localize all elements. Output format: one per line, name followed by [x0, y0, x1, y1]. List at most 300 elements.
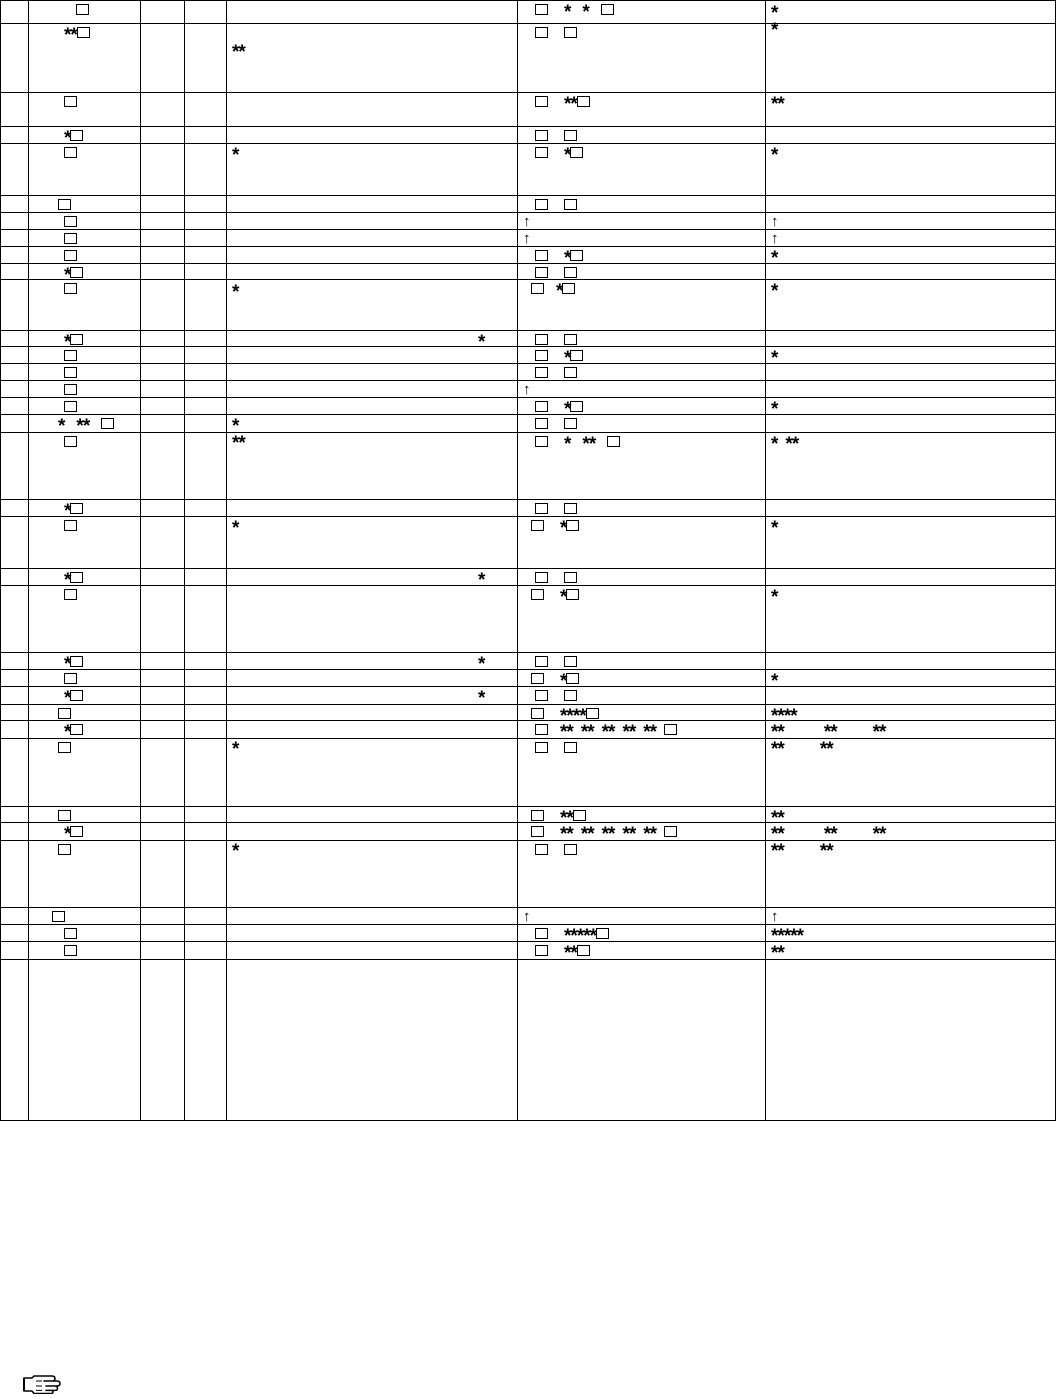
cell-c5 [523, 280, 575, 302]
cell-c4-line [232, 144, 239, 166]
cell-c4-line [232, 569, 485, 591]
cell-c6 [771, 517, 778, 539]
footnote-asterisk: * [560, 587, 567, 608]
cell-c6 [771, 213, 779, 230]
cell-c1 [34, 721, 83, 743]
placeholder-box [531, 673, 544, 684]
placeholder-box [64, 147, 77, 158]
footnote-asterisk: * [70, 25, 77, 46]
cell-c6 [771, 398, 778, 420]
cell-c1 [34, 364, 77, 381]
footnote-asterisk: * [608, 722, 615, 743]
cell-c6 [771, 230, 779, 247]
placeholder-box [64, 673, 77, 684]
cell-c4-line [232, 24, 245, 41]
cell-c5-line [523, 841, 577, 858]
footnote-asterisk: * [572, 706, 580, 727]
cell-c5 [523, 569, 577, 586]
footnote-asterisk: * [64, 128, 71, 149]
cell-c1 [34, 739, 71, 756]
cell-c4 [232, 653, 485, 675]
cell-c4-line [232, 281, 239, 303]
footnote-asterisk: * [560, 671, 567, 692]
cell-c1 [34, 24, 90, 46]
cell-c1 [34, 517, 77, 534]
cell-c4-line [232, 653, 485, 675]
placeholder-box [564, 742, 577, 753]
cell-c6 [771, 433, 799, 455]
footnote-asterisk: * [587, 722, 594, 743]
cell-c1-line [34, 331, 83, 353]
cell-c1 [34, 705, 71, 722]
footnote-asterisk: * [64, 570, 71, 591]
footnote-asterisk: * [819, 841, 827, 862]
cell-c4 [232, 415, 245, 454]
placeholder-box [566, 673, 579, 684]
placeholder-box [535, 147, 548, 158]
cell-c6-line [771, 823, 886, 845]
cell-c6 [771, 144, 778, 166]
footnote-asterisk: * [560, 722, 567, 743]
cell-c5-line [523, 280, 575, 302]
footnote-asterisk: * [649, 722, 657, 743]
cell-c4-line [232, 823, 238, 840]
cell-c1 [34, 942, 77, 959]
footnote-asterisk: * [777, 841, 784, 862]
footnote-asterisk: * [771, 587, 778, 608]
footnote-asterisk: * [64, 265, 71, 286]
footnote-asterisk: * [579, 706, 586, 727]
footnote-asterisk: * [771, 145, 778, 166]
footnote-asterisk: * [879, 722, 886, 743]
cell-c6-line [771, 738, 885, 760]
cell-c5 [523, 415, 577, 432]
placeholder-box [570, 147, 583, 158]
placeholder-box [664, 826, 677, 837]
placeholder-box [70, 656, 83, 667]
cell-c1-line [34, 415, 114, 437]
cell-c6 [771, 93, 784, 115]
placeholder-box [531, 520, 544, 531]
cell-c6 [771, 721, 886, 760]
placeholder-box [564, 267, 577, 278]
placeholder-box [64, 233, 77, 244]
placeholder-box [535, 724, 548, 735]
footnote-asterisk: * [783, 926, 791, 947]
footnote-asterisk: * [777, 926, 784, 947]
placeholder-box [564, 199, 577, 210]
cell-c4-line [232, 415, 245, 437]
cell-c5 [523, 127, 577, 144]
footnote-asterisk: * [783, 706, 791, 727]
footnote-asterisk: * [570, 926, 577, 947]
cell-c5-line [523, 264, 577, 281]
cell-c1-line [34, 823, 83, 845]
ditto-arrow-icon: ↑ [523, 213, 531, 230]
placeholder-box [562, 283, 575, 294]
footnote-asterisk: * [771, 20, 778, 41]
placeholder-box [535, 130, 548, 141]
footnote-asterisk: * [564, 943, 571, 964]
footnote-asterisk: * [560, 808, 567, 829]
cell-c1 [34, 670, 77, 687]
cell-c1 [34, 144, 77, 161]
footnote-asterisk: * [601, 824, 609, 845]
placeholder-box [535, 367, 548, 378]
cell-c1 [34, 908, 65, 925]
cell-c1-line [34, 347, 77, 364]
cell-c4 [232, 24, 245, 63]
cell-c6 [771, 705, 797, 727]
cell-c5 [523, 841, 577, 858]
placeholder-box [535, 572, 548, 583]
cell-c5 [523, 823, 677, 845]
placeholder-box [564, 27, 577, 38]
footnote-asterisk: * [587, 824, 594, 845]
cell-c4 [232, 687, 485, 709]
ditto-arrow-icon: ↑ [523, 230, 531, 247]
placeholder-box [586, 708, 599, 719]
footnote-asterisk: * [564, 94, 571, 115]
footnote-asterisk: * [771, 348, 778, 369]
footnote-asterisk: * [777, 808, 784, 829]
cell-c1 [34, 280, 77, 297]
cell-c5-line [523, 823, 677, 845]
cell-c5 [523, 1, 614, 23]
placeholder-box [596, 928, 609, 939]
placeholder-box [58, 810, 71, 821]
cell-c6-line [771, 705, 797, 727]
footnote-asterisk: * [771, 706, 778, 727]
cell-c5-line [523, 398, 583, 420]
cell-c1-line [34, 196, 71, 213]
cell-c5 [523, 93, 590, 115]
placeholder-box [531, 708, 544, 719]
footnote-asterisk: * [771, 518, 778, 539]
cell-c5-line [523, 381, 531, 398]
cell-c5 [523, 942, 590, 964]
footnote-asterisk: * [649, 824, 657, 845]
cell-c6-line [771, 19, 778, 41]
placeholder-box [535, 742, 548, 753]
cell-c1-line [34, 721, 83, 743]
placeholder-box [64, 401, 77, 412]
cell-c1 [34, 381, 77, 398]
footnote-asterisk: * [771, 739, 778, 760]
cell-c1 [34, 347, 77, 364]
footnote-asterisk: * [566, 808, 573, 829]
cell-c5 [523, 908, 531, 925]
cell-c6-line [771, 925, 804, 947]
ditto-arrow-icon: ↑ [523, 381, 531, 398]
cell-c5 [523, 264, 577, 281]
placeholder-box [64, 436, 77, 447]
placeholder-box [70, 826, 83, 837]
footnote-asterisk: * [232, 739, 239, 760]
placeholder-box [64, 928, 77, 939]
cell-c5-line [523, 415, 577, 432]
cell-c1-line [34, 586, 77, 603]
cell-c4 [232, 823, 239, 862]
cell-c1-line [34, 807, 71, 824]
cell-c4-line [232, 517, 239, 539]
footnote-asterisk: * [583, 926, 590, 947]
cell-c5-line [523, 670, 579, 692]
placeholder-box [64, 520, 77, 531]
placeholder-box [535, 656, 548, 667]
footnote-asterisk: * [582, 434, 589, 455]
placeholder-box [607, 436, 620, 447]
placeholder-box [64, 283, 77, 294]
cell-c5-line [523, 196, 577, 213]
cell-c1 [34, 925, 77, 942]
placeholder-box [531, 826, 544, 837]
footnote-asterisk: * [564, 434, 571, 455]
footnote-asterisk: * [64, 332, 71, 353]
placeholder-box [70, 130, 83, 141]
cell-c5-line [523, 1, 614, 23]
cell-c1-line [34, 144, 77, 161]
footnote-asterisk: * [82, 416, 90, 437]
placeholder-box [570, 250, 583, 261]
placeholder-box [535, 4, 548, 15]
cell-c6-line [771, 670, 778, 692]
footnote-asterisk: * [823, 722, 831, 743]
footnote-asterisk: * [478, 570, 485, 591]
cell-c1 [34, 653, 83, 675]
placeholder-box [64, 367, 77, 378]
cell-c5-line [523, 705, 599, 727]
footnote-asterisk: * [232, 518, 239, 539]
placeholder-box [564, 656, 577, 667]
placeholder-box [570, 350, 583, 361]
placeholder-box [535, 267, 548, 278]
footnote-asterisk: * [232, 416, 239, 437]
cell-c6-line [771, 942, 784, 964]
placeholder-box [101, 418, 114, 429]
cell-c1-line [34, 364, 77, 381]
footnote-asterisk: * [564, 145, 571, 166]
footnote-asterisk: * [64, 501, 71, 522]
placeholder-box [535, 945, 548, 956]
cell-c5 [523, 739, 577, 756]
cell-c5-line [523, 500, 577, 517]
cell-c4-line [232, 840, 239, 862]
cell-c5-line [523, 347, 583, 369]
cell-c6 [771, 925, 804, 947]
footnote-asterisk: * [771, 841, 778, 862]
placeholder-box [64, 384, 77, 395]
placeholder-box [535, 844, 548, 855]
cell-c5-line [523, 721, 677, 743]
cell-c1-line [34, 264, 83, 286]
placeholder-box [535, 928, 548, 939]
cell-c5-line [523, 433, 620, 455]
footnote-asterisk: * [777, 739, 784, 760]
cell-c1-line [34, 280, 77, 297]
cell-c1-line [34, 942, 77, 959]
placeholder-box [564, 690, 577, 701]
footnote-asterisk: * [643, 722, 650, 743]
cell-c6-line [771, 721, 886, 743]
placeholder-box [535, 350, 548, 361]
footnote-asterisk: * [830, 722, 837, 743]
placeholder-box [535, 250, 548, 261]
footnote-asterisk: * [826, 739, 833, 760]
cell-c1 [34, 841, 71, 858]
footnote-asterisk: * [478, 332, 485, 353]
footnote-asterisk: * [566, 824, 573, 845]
cell-c6-line [771, 908, 779, 925]
placeholder-box [564, 572, 577, 583]
footnote-asterisk: * [580, 722, 588, 743]
footnote-asterisk: * [566, 706, 573, 727]
footnote-asterisk: * [879, 824, 886, 845]
cell-c5-line [523, 908, 531, 925]
placeholder-box [531, 810, 544, 821]
cell-c6-line [771, 586, 778, 608]
placeholder-box [64, 945, 77, 956]
footnote-asterisk: * [777, 706, 784, 727]
footnote-asterisk: * [796, 926, 804, 947]
cell-c4-line [232, 738, 239, 760]
cell-c1 [34, 807, 71, 824]
cell-c4-line [232, 721, 238, 738]
cell-c1-line [34, 569, 83, 591]
placeholder-box [58, 742, 71, 753]
cell-c4-line [232, 500, 238, 517]
cell-c1-line [34, 687, 83, 709]
placeholder-box [58, 708, 71, 719]
cell-c1 [34, 398, 77, 415]
cell-c5 [523, 347, 583, 369]
cell-c5 [523, 517, 579, 539]
cell-c5-line [523, 687, 577, 704]
cell-c6 [771, 247, 778, 269]
ditto-arrow-icon: ↑ [771, 213, 779, 230]
footnote-asterisk: * [601, 722, 609, 743]
cell-c4 [232, 331, 485, 353]
footnote-asterisk: * [872, 722, 880, 743]
cell-c5 [523, 196, 577, 213]
cell-c1-line [34, 1, 89, 18]
cell-c5 [523, 670, 579, 692]
cell-c1-line [34, 500, 83, 522]
placeholder-box [535, 503, 548, 514]
cell-c5 [523, 721, 677, 743]
cell-c1-line [34, 433, 77, 450]
placeholder-box [64, 216, 77, 227]
footnote-asterisk: * [478, 688, 485, 709]
footnote-asterisk: * [232, 841, 239, 862]
footnote-asterisk: * [771, 722, 778, 743]
cell-c5 [523, 213, 531, 230]
cell-c1-line [34, 247, 77, 264]
cell-c6-line [771, 213, 779, 230]
footnote-asterisk: * [771, 281, 778, 302]
cell-c6 [771, 2, 778, 41]
cell-c6 [771, 908, 779, 925]
footnote-asterisk: * [564, 399, 571, 420]
cell-c1 [34, 415, 114, 437]
cell-c6-line [771, 247, 778, 269]
cell-c5 [523, 230, 531, 247]
footnote-asterisk: * [232, 42, 239, 63]
cell-c1-line [34, 841, 71, 858]
footnote-asterisk: * [238, 433, 245, 454]
footnote-asterisk: * [232, 282, 239, 303]
cell-c6-line [771, 144, 778, 166]
placeholder-box [564, 334, 577, 345]
cell-c5 [523, 364, 577, 381]
footnote-asterisk: * [622, 824, 629, 845]
footnote-asterisk: * [643, 824, 650, 845]
footnote-asterisk: * [232, 433, 239, 454]
footnote-asterisk: * [576, 926, 584, 947]
cell-c5 [523, 687, 577, 704]
cell-c6-line [771, 347, 778, 369]
footnote-asterisk: * [564, 348, 571, 369]
cell-c1 [34, 213, 77, 230]
footnote-asterisk: * [872, 824, 880, 845]
footnote-asterisk: * [76, 416, 83, 437]
placeholder-box [564, 418, 577, 429]
footnote-asterisk: * [790, 706, 797, 727]
placeholder-box [566, 520, 579, 531]
cell-c1 [34, 433, 77, 450]
cell-c1 [34, 196, 71, 213]
pointing-hand-icon [22, 1372, 64, 1394]
cell-c4-line [232, 264, 238, 281]
cell-c5-line [523, 93, 590, 115]
footnote-asterisk: * [777, 722, 784, 743]
cell-c1 [34, 586, 77, 603]
cell-c6 [771, 280, 778, 302]
cell-c1 [34, 247, 77, 264]
cell-c6-line [771, 2, 778, 24]
footnote-asterisk: * [771, 248, 778, 269]
cell-c5-line [523, 213, 531, 230]
cell-c5 [523, 807, 586, 829]
footnote-asterisk: * [564, 926, 571, 947]
footnote-asterisk: * [560, 518, 567, 539]
cell-c5 [523, 433, 620, 455]
placeholder-box [535, 436, 548, 447]
cell-c6 [771, 347, 778, 369]
cell-c1-line [34, 653, 83, 675]
placeholder-box [535, 199, 548, 210]
footnote-asterisk: * [771, 3, 778, 24]
footnote-asterisk: * [564, 2, 571, 23]
cell-c6 [771, 942, 784, 964]
footnote-asterisk: * [777, 94, 784, 115]
footnote-asterisk: * [566, 722, 573, 743]
cell-c5 [523, 586, 579, 608]
cell-c5 [523, 925, 609, 947]
footnote-asterisk: * [556, 281, 563, 302]
footnote-asterisk: * [570, 94, 577, 115]
cell-c6-line [771, 517, 778, 539]
cell-c5-line [523, 586, 579, 608]
footnote-asterisk: * [771, 434, 778, 455]
placeholder-box [70, 334, 83, 345]
cell-c5-line [523, 739, 577, 756]
placeholder-box [535, 690, 548, 701]
cell-c5 [523, 144, 583, 166]
footnote-asterisk: * [771, 94, 778, 115]
cell-c5 [523, 705, 599, 727]
cell-c1-line [34, 517, 77, 534]
